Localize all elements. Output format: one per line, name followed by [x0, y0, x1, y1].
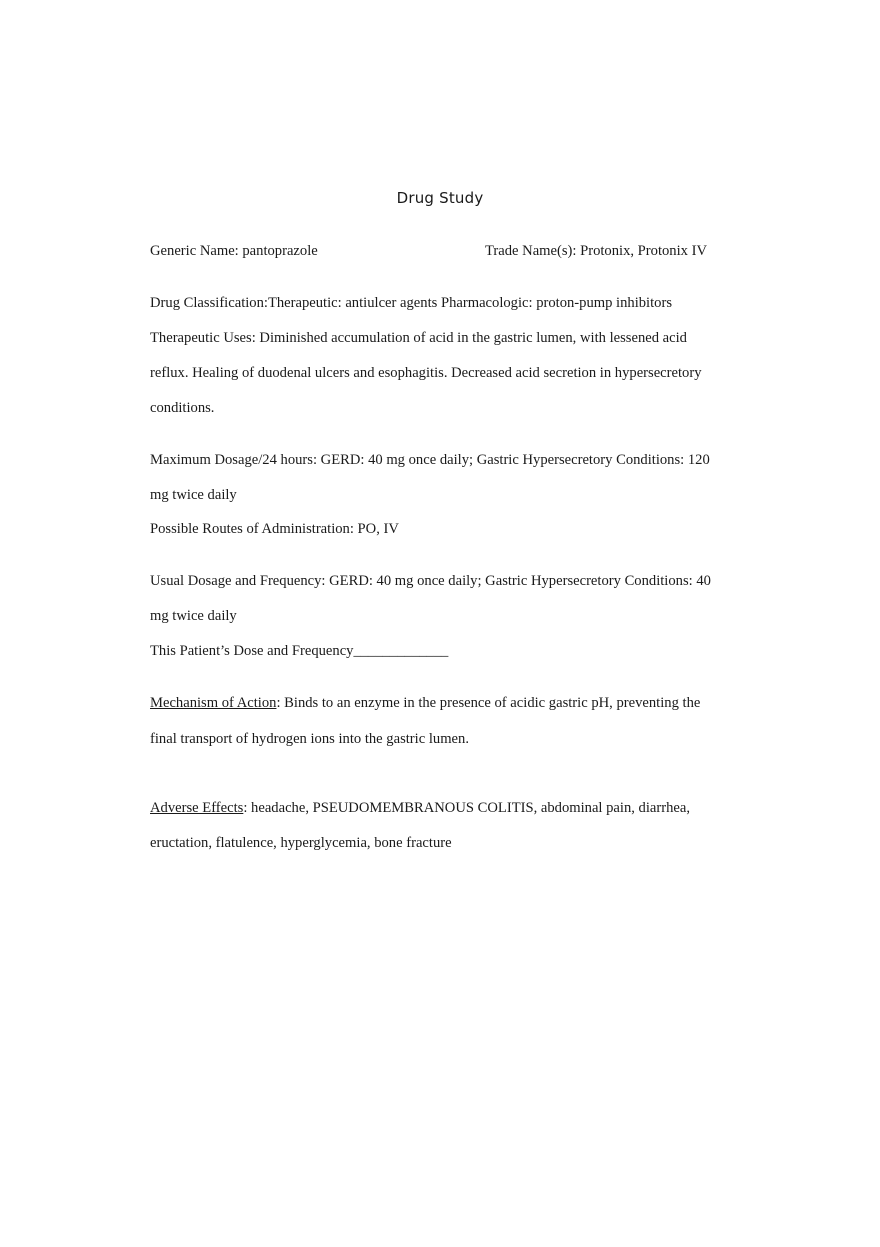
mechanism-of-action-line-2: final transport of hydrogen ions into the gastric lumen.: [150, 731, 469, 747]
adverse-effects-text: : headache, PSEUDOMEMBRANOUS COLITIS, abdominal pain, diarrhea,: [243, 800, 690, 816]
usual-dosage-line-2: mg twice daily: [150, 608, 237, 624]
drug-classification: Drug Classification:Therapeutic: antiulcer agents Pharmacologic: proton-pump inhibitors: [150, 295, 672, 311]
therapeutic-uses-line-3: conditions.: [150, 400, 215, 416]
maximum-dosage-line-1: Maximum Dosage/24 hours: GERD: 40 mg once daily; Gastric Hypersecretory Conditions: 120: [150, 452, 710, 468]
therapeutic-uses-line-2: reflux. Healing of duodenal ulcers and esophagitis. Decreased acid secretion in hypersecretory: [150, 365, 702, 381]
routes-of-administration: Possible Routes of Administration: PO, IV: [150, 521, 399, 537]
usual-dosage-line-1: Usual Dosage and Frequency: GERD: 40 mg once daily; Gastric Hypersecretory Conditions: 40: [150, 573, 711, 589]
trade-names: Trade Name(s): Protonix, Protonix IV: [485, 243, 707, 259]
adverse-effects-label: Adverse Effects: [150, 800, 244, 816]
therapeutic-uses-line-1: Therapeutic Uses: Diminished accumulation of acid in the gastric lumen, with lessened acid: [150, 330, 687, 346]
mechanism-of-action-text: : Binds to an enzyme in the presence of acidic gastric pH, preventing the: [276, 695, 701, 711]
mechanism-of-action-label: Mechanism of Action: [150, 695, 277, 711]
adverse-effects-line-1: [150, 800, 740, 817]
adverse-effects-line-2: eructation, flatulence, hyperglycemia, bone fracture: [150, 835, 452, 851]
page-title: Drug Study: [396, 189, 484, 207]
maximum-dosage-line-2: mg twice daily: [150, 487, 237, 503]
generic-name: Generic Name: pantoprazole: [150, 243, 318, 259]
patient-dose-frequency: This Patient’s Dose and Frequency_____________: [150, 643, 449, 659]
mechanism-of-action-line-1: [150, 695, 740, 712]
